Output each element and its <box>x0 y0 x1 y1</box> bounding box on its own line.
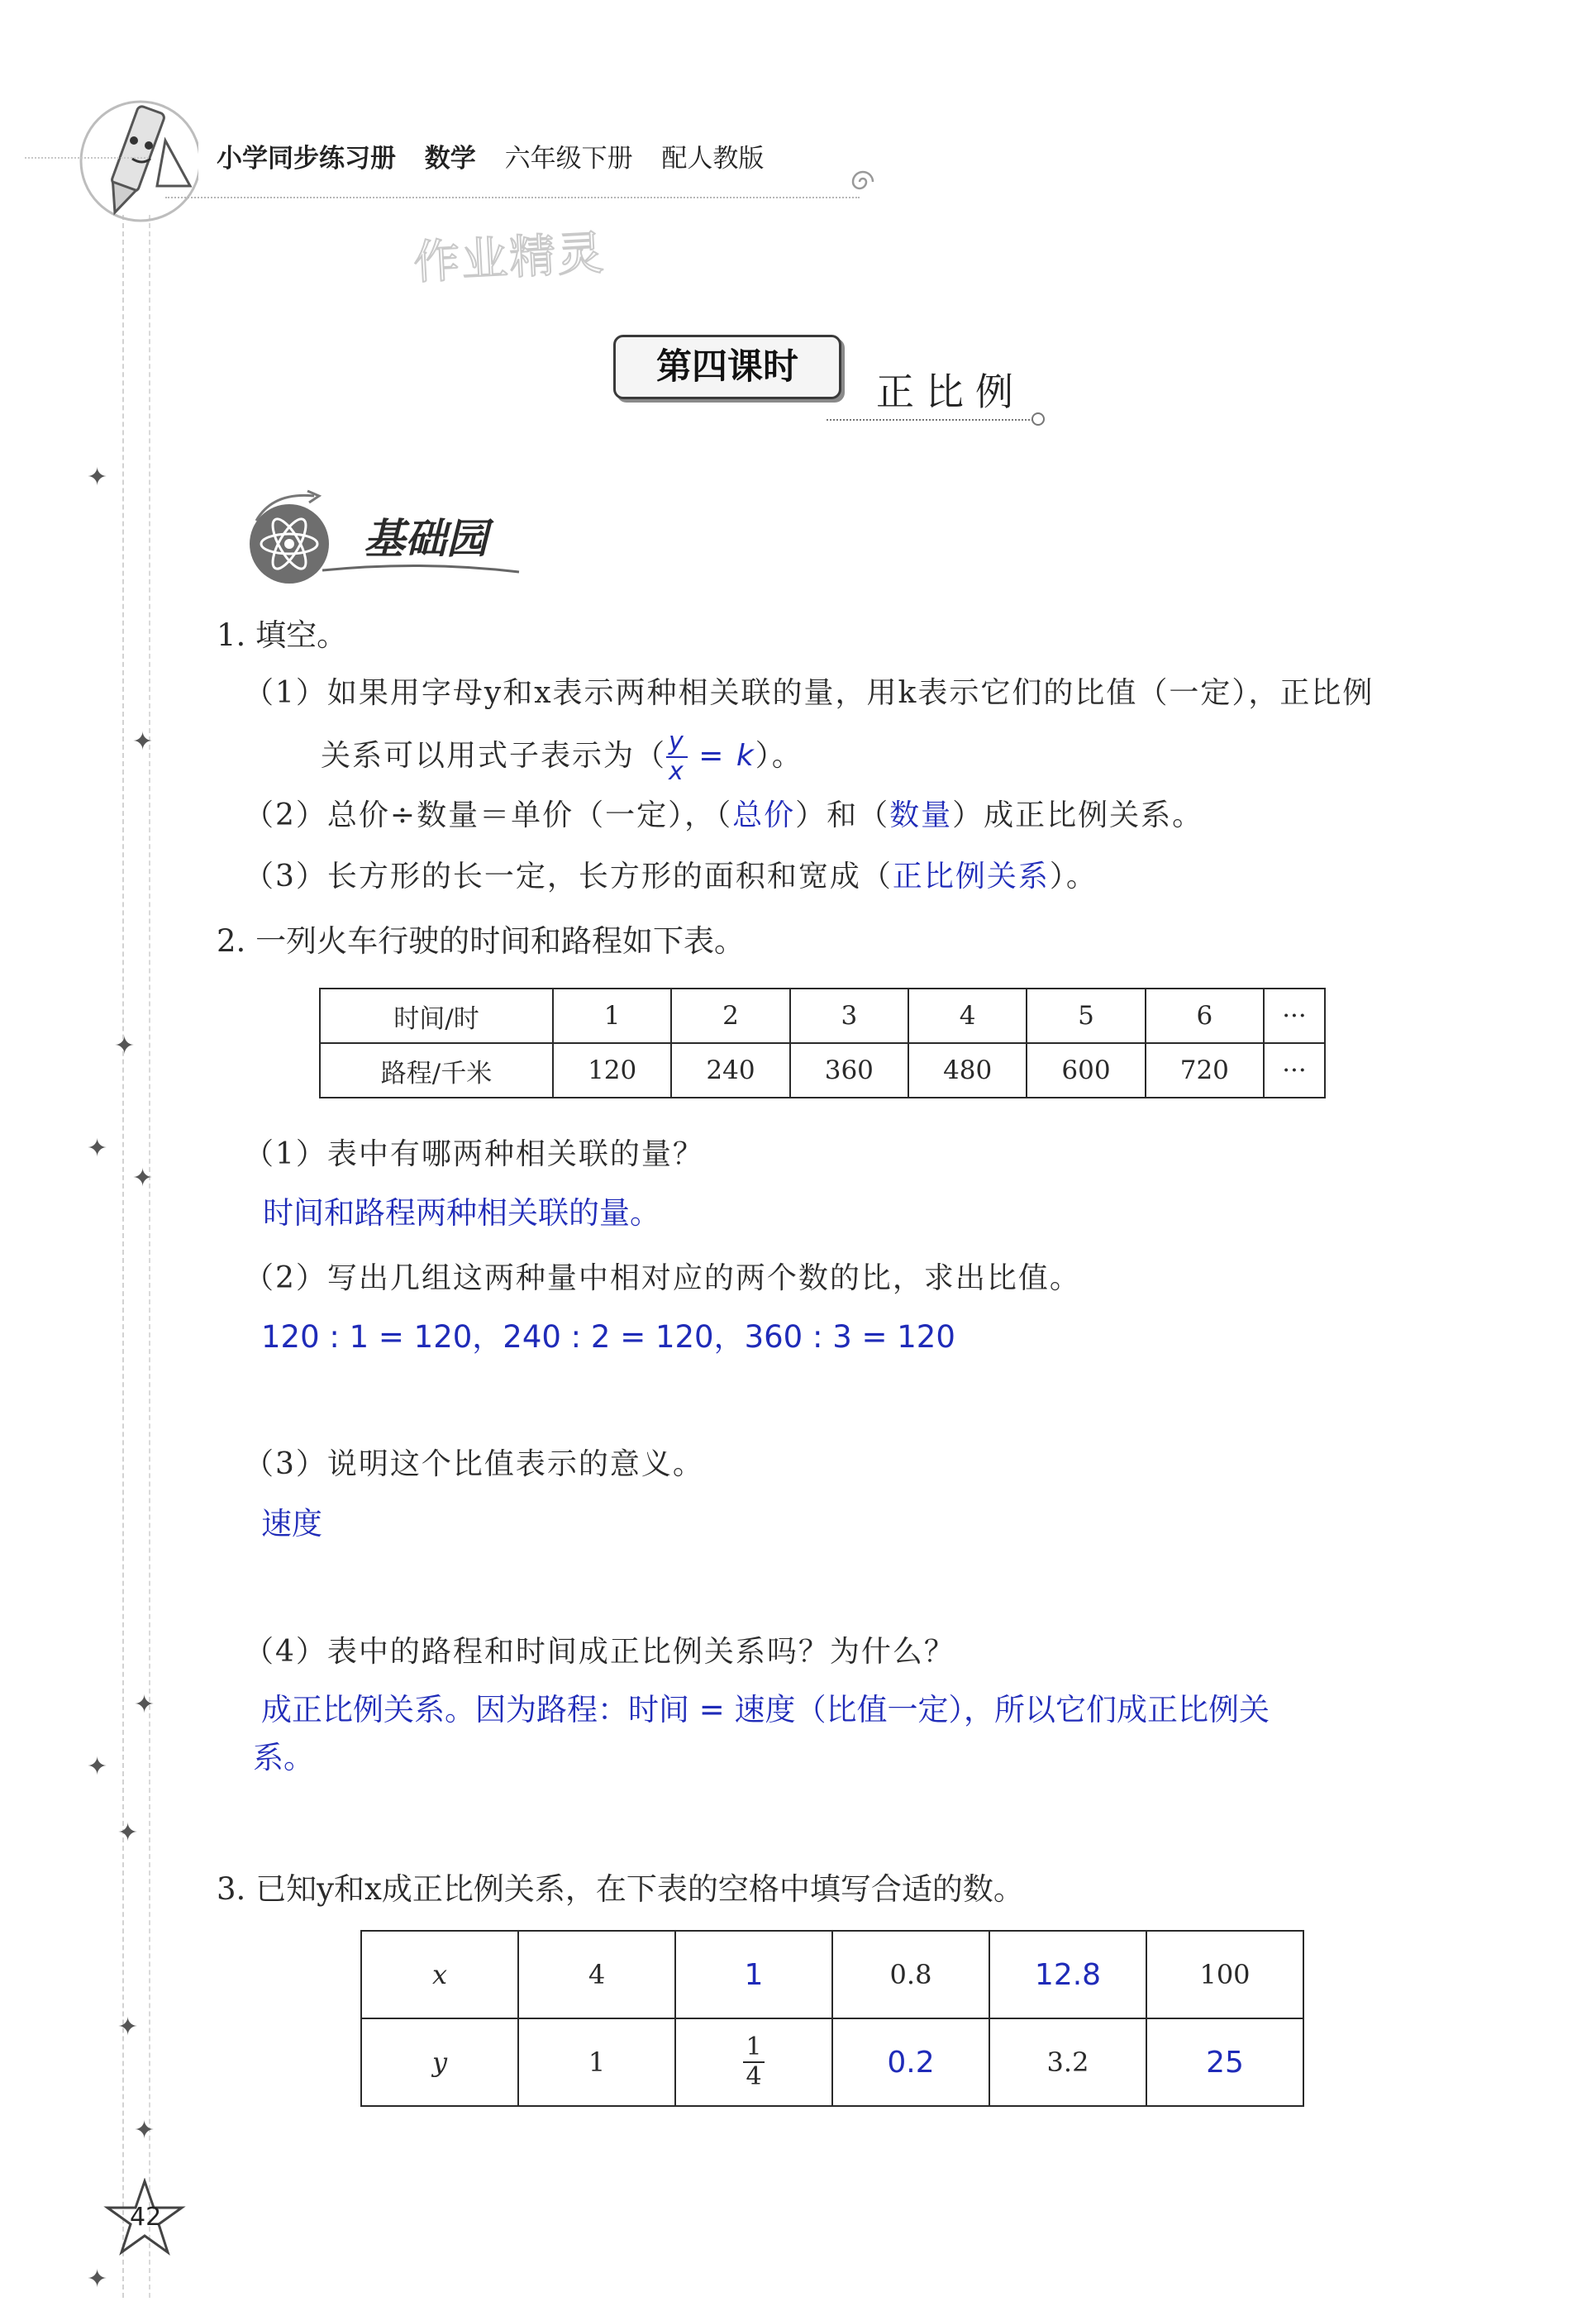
train-cell: 600 <box>1027 1043 1145 1098</box>
x-cell: 4 <box>518 1931 675 2018</box>
star-icon: ✦ <box>114 1032 136 1060</box>
star-icon: ✦ <box>87 1752 108 1781</box>
q2-answer3: 速度 <box>261 1506 322 1541</box>
train-cell: ··· <box>1264 1043 1325 1098</box>
train-cell: 时间/时 <box>320 989 553 1043</box>
xy-table-row-x <box>361 1931 1303 2018</box>
q1-part1-answer-tail: = k <box>687 739 755 773</box>
star-icon: ✦ <box>117 2013 139 2042</box>
q2-part1: （1）表中有哪两种相关联的量？ <box>244 1137 704 1171</box>
star-icon: ✦ <box>117 1818 139 1847</box>
lesson-topic: 正比例 <box>876 369 1025 414</box>
q2-answer1: 时间和路程两种相关联的量。 <box>263 1195 660 1231</box>
y-label: y <box>361 2018 518 2106</box>
header-grade: 六年级下册 <box>504 144 633 174</box>
x-cell: 100 <box>1146 1931 1303 2018</box>
star-icon: ✦ <box>134 2116 155 2145</box>
xy-table-row-y <box>361 2018 1303 2106</box>
q1-part1-post: ）。 <box>755 739 803 773</box>
train-table-row-distance <box>320 1043 1325 1098</box>
x-cell: 0.8 <box>832 1931 989 2018</box>
train-cell: 240 <box>671 1043 789 1098</box>
page-number: 42 <box>130 2203 162 2232</box>
y-cell: 1 <box>518 2018 675 2106</box>
pencil-mascot-icon <box>74 83 198 223</box>
x-answer-cell: 12.8 <box>989 1931 1146 2018</box>
q1-stem: 1. 填空。 <box>217 617 348 653</box>
section-title: 基础园 <box>364 514 488 563</box>
q1-part2-post: ）成正比例关系。 <box>952 798 1204 832</box>
spiral-ornament-icon <box>843 162 883 202</box>
star-icon: ✦ <box>87 1134 108 1163</box>
q1-part1-line1: （1）如果用字母y和x表示两种相关联的量，用k表示它们的比值（一定），正比例 <box>244 676 1374 710</box>
q1-part3-answer: 正比例关系 <box>892 860 1050 893</box>
x-label: x <box>361 1931 518 2018</box>
header-subject: 数学 <box>424 144 476 174</box>
y-fraction-cell <box>675 2018 832 2106</box>
y-cell: 3.2 <box>989 2018 1146 2106</box>
star-icon: ✦ <box>87 463 108 492</box>
margin-rail <box>122 215 150 2298</box>
train-cell: 路程/千米 <box>320 1043 553 1098</box>
section-swoosh <box>322 554 521 579</box>
q1-part2-pre: （2）总价÷数量＝单价（一定），（ <box>244 798 733 832</box>
train-cell: 2 <box>671 989 789 1043</box>
q2-answer2: 120 : 1 = 120，240 : 2 = 120，360 : 3 = 120 <box>261 1319 955 1355</box>
train-cell: 6 <box>1146 989 1264 1043</box>
header-edition: 配人教版 <box>661 144 765 174</box>
y-frac-num: 1 <box>743 2035 764 2063</box>
train-table-row-time <box>320 989 1325 1043</box>
train-table <box>319 988 1326 1098</box>
running-header <box>217 137 784 174</box>
q1-part2-answer1: 总价 <box>732 798 796 832</box>
q1-part2-mid: ）和（ <box>795 798 890 832</box>
y-answer-cell: 0.2 <box>832 2018 989 2106</box>
train-cell: 720 <box>1146 1043 1264 1098</box>
train-cell: ··· <box>1264 989 1325 1043</box>
train-cell: 4 <box>908 989 1027 1043</box>
star-icon: ✦ <box>87 2265 108 2294</box>
y-answer-cell: 25 <box>1146 2018 1303 2106</box>
train-cell: 1 <box>553 989 671 1043</box>
star-icon: ✦ <box>134 1690 155 1719</box>
train-cell: 360 <box>790 1043 908 1098</box>
q1-part2 <box>244 792 1203 834</box>
q1-part1-pre: 关系可以用式子表示为（ <box>321 739 667 773</box>
header-rule <box>165 197 860 198</box>
q2-answer4-line2: 系。 <box>253 1740 314 1775</box>
header-book: 小学同步练习册 <box>217 144 396 174</box>
lesson-underline <box>827 419 1033 421</box>
q2-part2: （2）写出几组这两种量中相对应的两个数的比，求出比值。 <box>244 1261 1081 1295</box>
q1-part1-answer <box>666 727 755 786</box>
lesson-underline-dot <box>1031 412 1045 426</box>
lesson-number: 第四课时 <box>613 335 841 399</box>
xy-table <box>360 1930 1304 2107</box>
q2-answer4-line1: 成正比例关系。因为路程：时间 = 速度（比值一定），所以它们成正比例关 <box>261 1692 1270 1727</box>
train-cell: 3 <box>790 989 908 1043</box>
q2-part3: （3）说明这个比值表示的意义。 <box>244 1447 704 1481</box>
watermark: 作业精灵 <box>412 226 607 291</box>
q1-frac-den: x <box>669 757 685 786</box>
star-icon: ✦ <box>132 727 154 756</box>
x-answer-cell: 1 <box>675 1931 832 2018</box>
train-cell: 5 <box>1027 989 1145 1043</box>
y-frac-den: 4 <box>746 2062 762 2091</box>
q1-frac-num: y <box>666 730 688 758</box>
q1-part3 <box>244 853 1098 895</box>
header-rule-left <box>25 157 149 159</box>
q1-part3-pre: （3）长方形的长一定，长方形的面积和宽成（ <box>244 860 893 893</box>
q2-stem: 2. 一列火车行驶的时间和路程如下表。 <box>217 923 746 959</box>
q3-stem: 3. 已知y和x成正比例关系，在下表的空格中填写合适的数。 <box>217 1871 1024 1907</box>
q1-part2-answer2: 数量 <box>889 798 953 832</box>
q1-part3-post: ）。 <box>1049 860 1098 893</box>
q2-part4: （4）表中的路程和时间成正比例关系吗？为什么？ <box>244 1635 955 1669</box>
train-cell: 120 <box>553 1043 671 1098</box>
train-cell: 480 <box>908 1043 1027 1098</box>
star-icon: ✦ <box>132 1164 154 1193</box>
q1-part1-line2 <box>321 727 803 786</box>
